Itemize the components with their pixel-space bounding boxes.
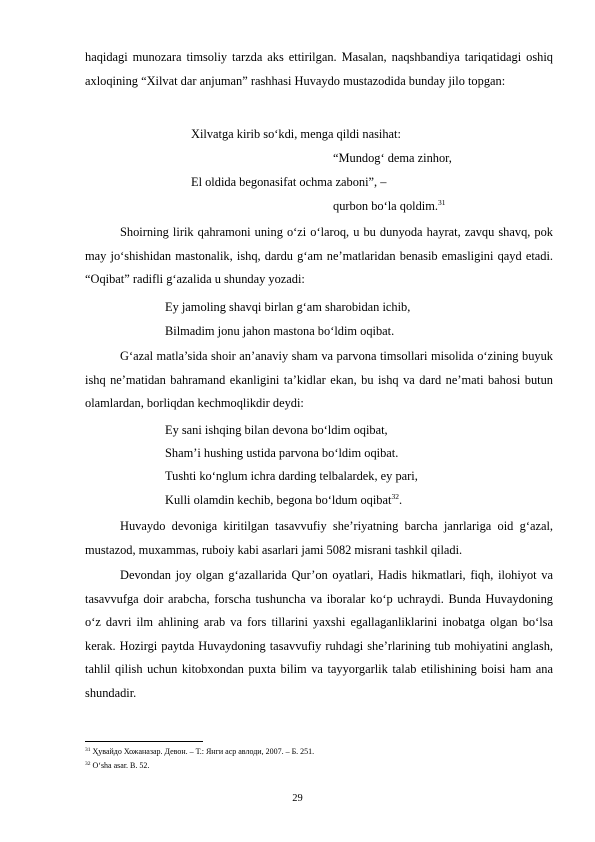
footnote-ref-32: 32 [391, 492, 399, 501]
verse-3-line-3: Tushti ko‘nglum ichra darding telbalardek, ey pari, [165, 469, 418, 483]
footnote-separator [85, 741, 203, 742]
paragraph-4: Huvaydo devoniga kiritilgan tasavvufiy she’riyatning barcha janrlariga oid g‘azal, mustazod, muxammas, ruboiy kabi asarlari jami 5082 misrani tashkil qiladi. [85, 519, 553, 557]
footnote-32-number: 32 [85, 761, 91, 767]
verse-2-line-1: Ey jamoling shavqi birlan g‘am sharobidan ichib, [165, 300, 411, 314]
verse-1-line-4-text: qurbon bo‘la qoldim. [333, 199, 438, 213]
footnote-31-text: Ҳувайдо Хожаназар. Девон. – Т.: Янги аср авлоди, 2007. – Б. 251. [92, 747, 315, 756]
verse-1-line-3: El oldida begonasifat ochma zaboni”, – [191, 175, 387, 189]
verse-3-line-2: Sham’i hushing ustida parvona bo‘ldim oqibat. [165, 446, 399, 460]
footnote-31-number: 31 [85, 747, 91, 753]
verse-3-line-4-text: Kulli olamdin kechib, begona bo‘ldum oqibat [165, 493, 392, 507]
verse-3-line-4-end: . [398, 493, 403, 507]
footnote-ref-31: 31 [437, 198, 446, 207]
verse-2-line-2: Bilmadim jonu jahon mastona bo‘ldim oqibat. [165, 324, 395, 338]
paragraph-1: haqidagi munozara timsoliy tarzda aks ettirilgan. Masalan, naqshbandiya tariqatidagi oshiq axloqining “Xilvat dar anjuman” rashhasi Huvaydo mustazodida bunday jilo topgan: [85, 50, 553, 88]
footnote-32 [85, 760, 149, 771]
footnote-31 [85, 746, 314, 757]
verse-3-line-4 [165, 489, 402, 513]
verse-1-line-2: “Mundog‘ dema zinhor, [333, 151, 452, 165]
paragraph-5: Devondan joy olgan g‘azallarida Qur’on oyatlari, Hadis hikmatlari, fiqh, ilohiyot va tasavvufga doir arabcha, forscha tushuncha va iboralar ko‘p uchraydi. Bunda Huvaydoning o‘z davri ilm ahlining arab va fors tillarini yaxshi egallaganliklarini inobatga olgan bo‘lsa kerak. Hozirgi paytda Huvaydoning tasavvufiy ruhdagi she’rlarining tub mohiyatini anglash, tahlil qilish uchun kitobxondan puxta bilim va tayyorgarlik talab etilishining boisi ham ana shundadir. [85, 568, 553, 700]
verse-1-line-4 [333, 195, 445, 219]
verse-1-line-1: Xilvatga kirib so‘kdi, menga qildi nasihat: [191, 127, 401, 141]
verse-3-line-1: Ey sani ishqing bilan devona bo‘ldim oqibat, [165, 423, 388, 437]
paragraph-3: G‘azal matla’sida shoir an’anaviy sham va parvona timsollari misolida o‘zining buyuk ishq ne’matidan bahramand ekanligini ta’kidlar ekan, bu ishq va dard ne’mati bahosi butun olamlardan, borliqdan kechmoqlikdir deydi: [85, 349, 553, 411]
page-number: 29 [292, 793, 303, 804]
paragraph-2: Shoirning lirik qahramoni uning o‘zi o‘laroq, u bu dunyoda hayrat, zavqu shavq, pok may jo‘shishidan mastonalik, ishq, dardu g‘am ne’matlaridan benasib emasligini qayd etadi. “Oqibat” radifli g‘azalida u shunday yozadi: [85, 225, 553, 287]
footnote-32-text: O‘sha asar. B. 52. [92, 761, 150, 770]
